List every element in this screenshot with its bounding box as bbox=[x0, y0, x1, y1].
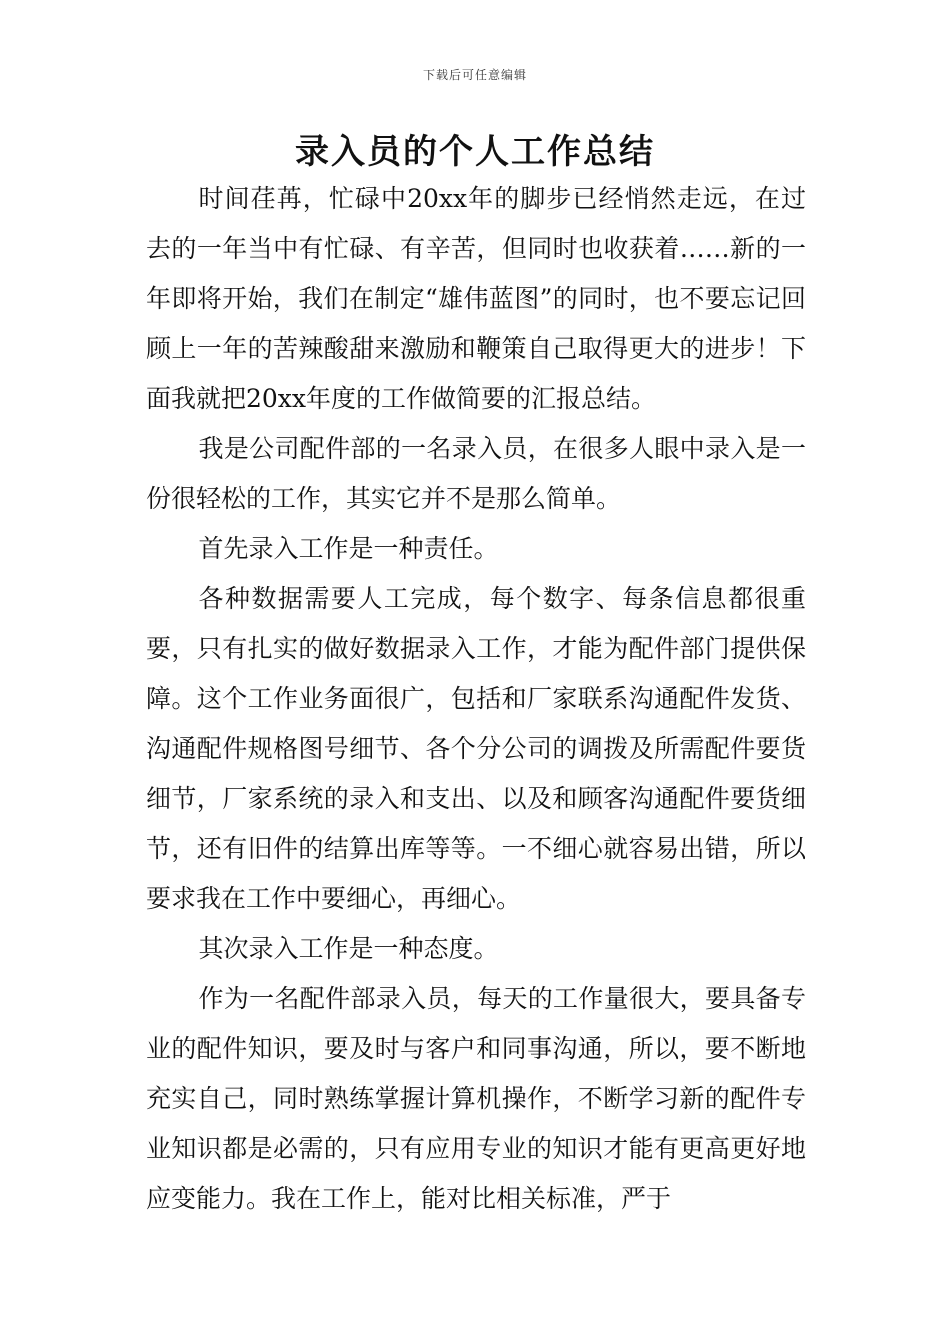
paragraph-heading-attitude: 其次录入工作是一种态度。 bbox=[198, 934, 499, 963]
paragraph-attitude: 作为一名配件部录入员，每天的工作量很大，要具备专业的配件知识，要及时与客户和同事沟通，所以，要不断地充实自己，同时熟练掌握计算机操作，不断学习新的配件专业知识都是必需的，只有应用专业的知识才能有更高更好地应变能力。我在工作上，能对比相关标准，严于 bbox=[146, 984, 806, 1213]
document-body bbox=[146, 174, 806, 1224]
paragraph-role: 我是公司配件部的一名录入员，在很多人眼中录入是一份很轻松的工作，其实它并不是那么简单。 bbox=[146, 434, 806, 513]
paragraph-heading-responsibility: 首先录入工作是一种责任。 bbox=[198, 534, 499, 563]
document-title: 录入员的个人工作总结 bbox=[295, 132, 655, 172]
paragraph-intro: 时间荏苒，忙碌中20xx年的脚步已经悄然走远，在过去的一年当中有忙碌、有辛苦，但同时也收获着……新的一年即将开始，我们在制定“雄伟蓝图”的同时，也不要忘记回顾上一年的苦辣酸甜来激励和鞭策自己取得更大的进步！下面我就把20xx年度的工作做简要的汇报总结。 bbox=[146, 184, 806, 413]
header-note: 下载后可任意编辑 bbox=[422, 68, 527, 82]
paragraph-responsibility: 各种数据需要人工完成，每个数字、每条信息都很重要，只有扎实的做好数据录入工作，才能为配件部门提供保障。这个工作业务面很广，包括和厂家联系沟通配件发货、沟通配件规格图号细节、各个分公司的调拨及所需配件要货细节，厂家系统的录入和支出、以及和顾客沟通配件要货细节，还有旧件的结算出库等等。一不细心就容易出错，所以要求我在工作中要细心，再细心。 bbox=[146, 584, 806, 913]
